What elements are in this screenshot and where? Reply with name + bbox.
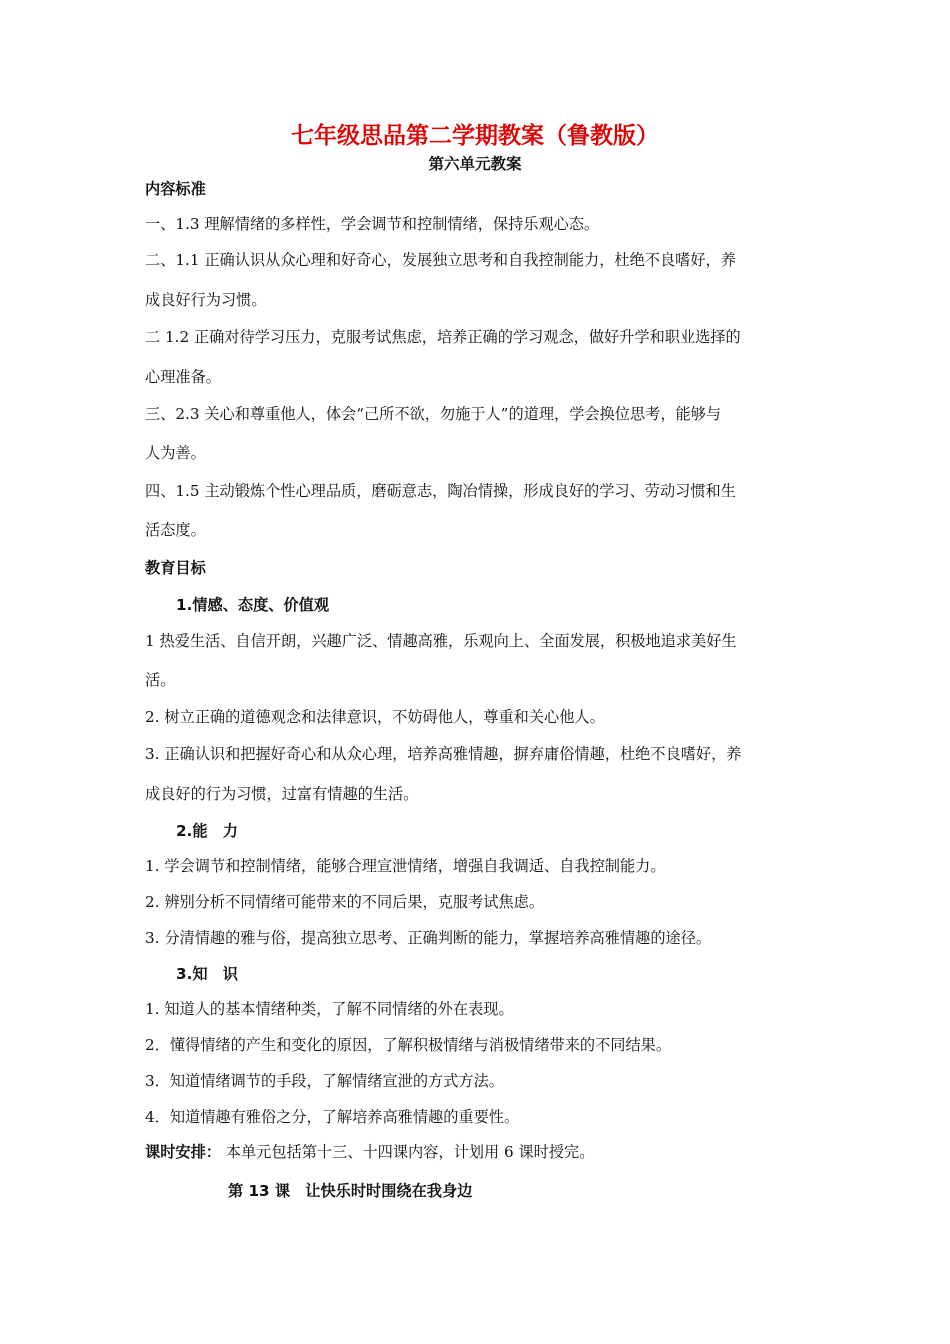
paragraph-line: 1 热爱生活、自信开朗，兴趣广泛、情趣高雅，乐观向上、全面发展，积极地追求美好生 [145, 632, 737, 650]
paragraph-line: 1. 知道人的基本情绪种类，了解不同情绪的外在表现。 [145, 1000, 514, 1018]
document-subtitle: 第六单元教案 [428, 155, 522, 173]
schedule-label: 课时安排： [145, 1143, 221, 1161]
paragraph-line: 四、1.5 主动锻炼个性心理品质，磨砺意志，陶冶情操，形成良好的学习、劳动习惯和生 [145, 482, 736, 500]
paragraph-line: 人为善。 [145, 444, 206, 462]
paragraph-line: 二 1.2 正确对待学习压力，克服考试焦虑，培养正确的学习观念，做好升学和职业选择的 [145, 328, 741, 346]
paragraph-line: 心理准备。 [145, 368, 221, 386]
section-heading-education-goals: 教育目标 [145, 559, 206, 577]
paragraph-line: 成良好行为习惯。 [145, 291, 267, 309]
paragraph-line: 三、2.3 关心和尊重他人，体会“己所不欲，勿施于人”的道理，学会换位思考，能够与 [145, 405, 722, 423]
paragraph-line: 2. 树立正确的道德观念和法律意识，不妨碍他人，尊重和关心他人。 [145, 708, 605, 726]
document-title: 七年级思品第二学期教案（鲁教版） [291, 123, 659, 149]
paragraph-line: 3．知道情绪调节的手段，了解情绪宣泄的方式方法。 [145, 1072, 504, 1090]
paragraph-line: 活态度。 [145, 521, 206, 539]
schedule-text: 本单元包括第十三、十四课内容，计划用 6 课时授完。 [220, 1143, 595, 1161]
paragraph-line: 3. 分清情趣的雅与俗，提高独立思考、正确判断的能力，掌握培养高雅情趣的途径。 [145, 929, 712, 947]
section-heading-content-standard: 内容标准 [145, 180, 206, 198]
paragraph-line: 2．懂得情绪的产生和变化的原因，了解积极情绪与消极情绪带来的不同结果。 [145, 1036, 672, 1054]
lesson-title: 第 13 课 让快乐时时围绕在我身边 [228, 1182, 473, 1200]
schedule-line [145, 1141, 810, 1163]
paragraph-line: 2. 辨别分析不同情绪可能带来的不同后果，克服考试焦虑。 [145, 893, 545, 911]
subheading-emotion: 1.情感、态度、价值观 [176, 596, 330, 614]
paragraph-line: 活。 [145, 671, 176, 689]
paragraph-line: 二、1.1 正确认识从众心理和好奇心，发展独立思考和自我控制能力，杜绝不良嗜好，养 [145, 251, 736, 269]
paragraph-line: 1. 学会调节和控制情绪，能够合理宣泄情绪，增强自我调适、自我控制能力。 [145, 857, 666, 875]
paragraph-line: 成良好的行为习惯，过富有情趣的生活。 [145, 785, 419, 803]
paragraph-line: 一、1.3 理解情绪的多样性，学会调节和控制情绪，保持乐观心态。 [145, 215, 600, 233]
subheading-knowledge: 3.知 识 [176, 965, 238, 983]
paragraph-line: 3. 正确认识和把握好奇心和从众心理，培养高雅情趣，摒弃庸俗情趣，杜绝不良嗜好，养 [145, 745, 742, 763]
paragraph-line: 4．知道情趣有雅俗之分，了解培养高雅情趣的重要性。 [145, 1108, 520, 1126]
subheading-ability: 2.能 力 [176, 822, 238, 840]
